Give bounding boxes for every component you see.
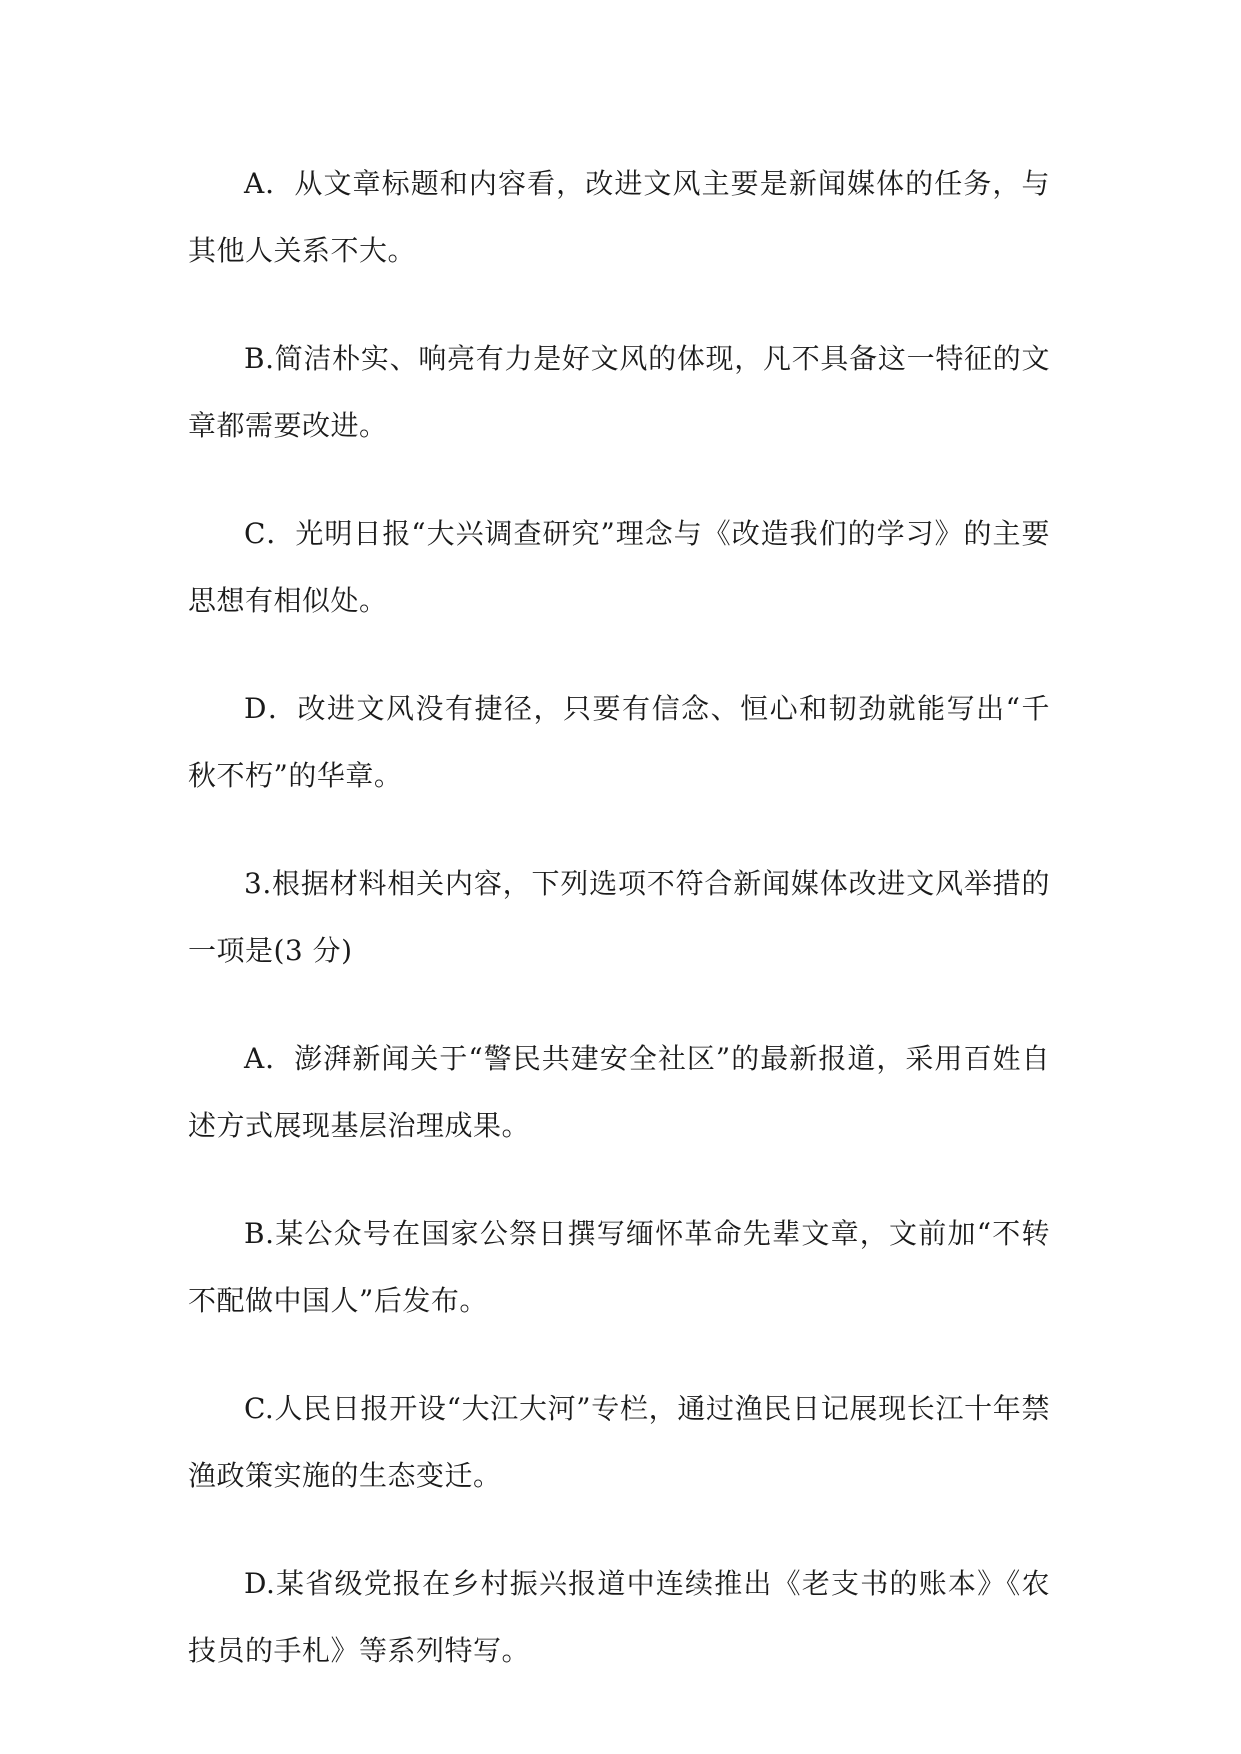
option-a-q2: A．从文章标题和内容看，改进文风主要是新闻媒体的任务，与其他人关系不大。 (188, 167, 1050, 267)
document-body (188, 150, 1050, 1684)
option-d-q2: D．改进文风没有捷径，只要有信念、恒心和韧劲就能写出“千秋不朽”的华章。 (188, 692, 1050, 792)
option-d-q3: D.某省级党报在乡村振兴报道中连续推出《老支书的账本》《农技员的手札》等系列特写。 (188, 1567, 1050, 1667)
option-c-q2: C．光明日报“大兴调查研究”理念与《改造我们的学习》的主要思想有相似处。 (188, 517, 1050, 617)
option-c-q3: C.人民日报开设“大江大河”专栏，通过渔民日记展现长江十年禁渔政策实施的生态变迁。 (188, 1392, 1050, 1492)
question-3: 3.根据材料相关内容，下列选项不符合新闻媒体改进文风举措的一项是(3 分) (188, 867, 1050, 967)
option-a-q3: A．澎湃新闻关于“警民共建安全社区”的最新报道，采用百姓自述方式展现基层治理成果。 (188, 1042, 1050, 1142)
option-b-q3: B.某公众号在国家公祭日撰写缅怀革命先辈文章，文前加“不转不配做中国人”后发布。 (188, 1217, 1050, 1317)
option-b-q2: B.简洁朴实、响亮有力是好文风的体现，凡不具备这一特征的文章都需要改进。 (188, 342, 1050, 442)
